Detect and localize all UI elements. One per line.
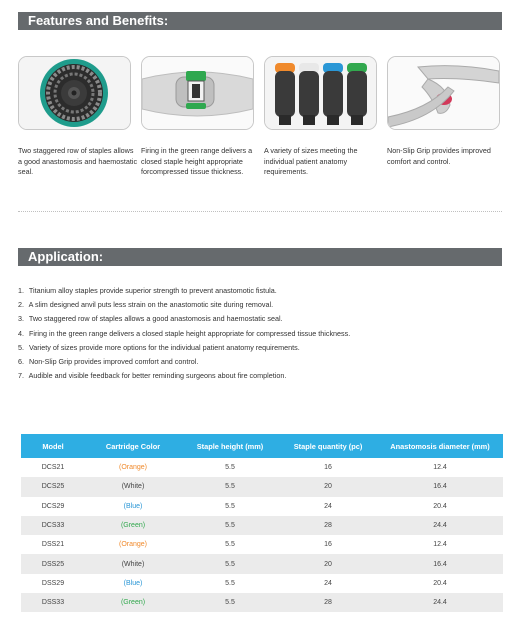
application-item [18,355,350,369]
application-item [18,312,350,326]
application-list [18,284,350,383]
application-item [18,341,350,355]
cell-staple-quantity: 16 [279,535,377,554]
cell-staple-quantity: 28 [279,593,377,612]
application-item [18,327,350,341]
section-divider [18,211,502,212]
table-row [21,574,503,593]
cell-anastomosis-diameter: 12.4 [377,458,503,477]
application-item [18,298,350,312]
cell-cartridge-color: (Blue) [85,497,181,516]
cell-cartridge-color: (White) [85,477,181,496]
feature-caption-1: Two staggered row of staples allows a good anastomosis and haemostatic seal. [18,146,138,176]
cell-model: DSS33 [21,593,85,612]
item-text: Firing in the green range delivers a closed staple height appropriate for compressed tissue thickness. [29,328,351,338]
cell-staple-height: 5.5 [181,535,279,554]
cell-model: DSS21 [21,535,85,554]
application-heading-banner [18,248,502,266]
cell-cartridge-color: (White) [85,554,181,573]
table-row [21,535,503,554]
table-row [21,458,503,477]
cell-staple-quantity: 24 [279,497,377,516]
col-header-staple-quantity: Staple quantity (pc) [279,434,377,458]
application-item [18,369,350,383]
staple-ring-photo [18,56,131,130]
table-row [21,477,503,496]
application-heading: Application: [28,249,104,264]
cell-model: DCS25 [21,477,85,496]
feature-caption-2: Firing in the green range delivers a closed staple height appropriate forcompressed tissue thickness. [141,146,253,176]
cell-anastomosis-diameter: 16.4 [377,477,503,496]
features-heading-banner [18,12,502,30]
feature-caption-4: Non-Slip Grip provides improved comfort and control. [387,146,491,166]
cell-cartridge-color: (Green) [85,516,181,535]
features-heading: Features and Benefits: [28,13,169,28]
application-item [18,284,350,298]
cell-anastomosis-diameter: 20.4 [377,497,503,516]
cell-cartridge-color: (Orange) [85,535,181,554]
cell-model: DCS21 [21,458,85,477]
cell-anastomosis-diameter: 16.4 [377,554,503,573]
cell-staple-height: 5.5 [181,574,279,593]
table-row [21,593,503,612]
item-number: 7. [18,371,24,381]
item-number: 3. [18,314,24,324]
cell-cartridge-color: (Orange) [85,458,181,477]
cell-staple-height: 5.5 [181,458,279,477]
cell-staple-height: 5.5 [181,477,279,496]
table-row [21,497,503,516]
cell-staple-quantity: 16 [279,458,377,477]
green-range-window-photo [141,56,254,130]
feature-caption-3: A variety of sizes meeting the individual patient anatomy requirements. [264,146,358,176]
non-slip-grip-photo [387,56,500,130]
cartridge-sizes-photo [264,56,377,130]
cell-staple-quantity: 28 [279,516,377,535]
cell-model: DSS29 [21,574,85,593]
cell-staple-quantity: 20 [279,554,377,573]
col-header-cartridge-color: Cartridge Color [85,434,181,458]
cell-staple-height: 5.5 [181,554,279,573]
item-number: 5. [18,342,24,352]
item-text: Audible and visible feedback for better reminding surgeons about fire completion. [28,371,287,381]
col-header-anastomosis-diameter: Anastomosis diameter (mm) [377,434,503,458]
table-row [21,516,503,535]
item-text: Two staggered row of staples allows a good anastomosis and haemostatic seal. [28,314,283,324]
cell-staple-height: 5.5 [181,593,279,612]
item-text: Titanium alloy staples provide superior strength to prevent anastomotic fistula. [28,286,277,295]
cell-anastomosis-diameter: 12.4 [377,535,503,554]
item-number: 6. [18,356,24,366]
col-header-staple-height: Staple height (mm) [181,434,279,458]
cell-cartridge-color: (Blue) [85,574,181,593]
item-number: 4. [18,328,24,338]
item-text: A slim designed anvil puts less strain on the anastomotic site during removal. [28,300,274,310]
item-number: 2. [18,300,24,310]
cell-anastomosis-diameter: 20.4 [377,574,503,593]
cell-staple-height: 5.5 [181,516,279,535]
item-number: 1. [18,286,24,295]
cell-model: DSS25 [21,554,85,573]
col-header-model: Model [21,434,85,458]
cell-staple-quantity: 20 [279,477,377,496]
table-header-row [21,434,503,458]
cell-anastomosis-diameter: 24.4 [377,593,503,612]
cell-anastomosis-diameter: 24.4 [377,516,503,535]
table-row [21,554,503,573]
specification-table [21,434,503,612]
cell-staple-quantity: 24 [279,574,377,593]
cell-cartridge-color: (Green) [85,593,181,612]
cell-model: DCS33 [21,516,85,535]
item-text: Non-Slip Grip provides improved comfort and control. [29,356,199,366]
cell-model: DCS29 [21,497,85,516]
item-text: Variety of sizes provide more options for the individual patient anatomy requirements. [29,342,300,352]
cell-staple-height: 5.5 [181,497,279,516]
